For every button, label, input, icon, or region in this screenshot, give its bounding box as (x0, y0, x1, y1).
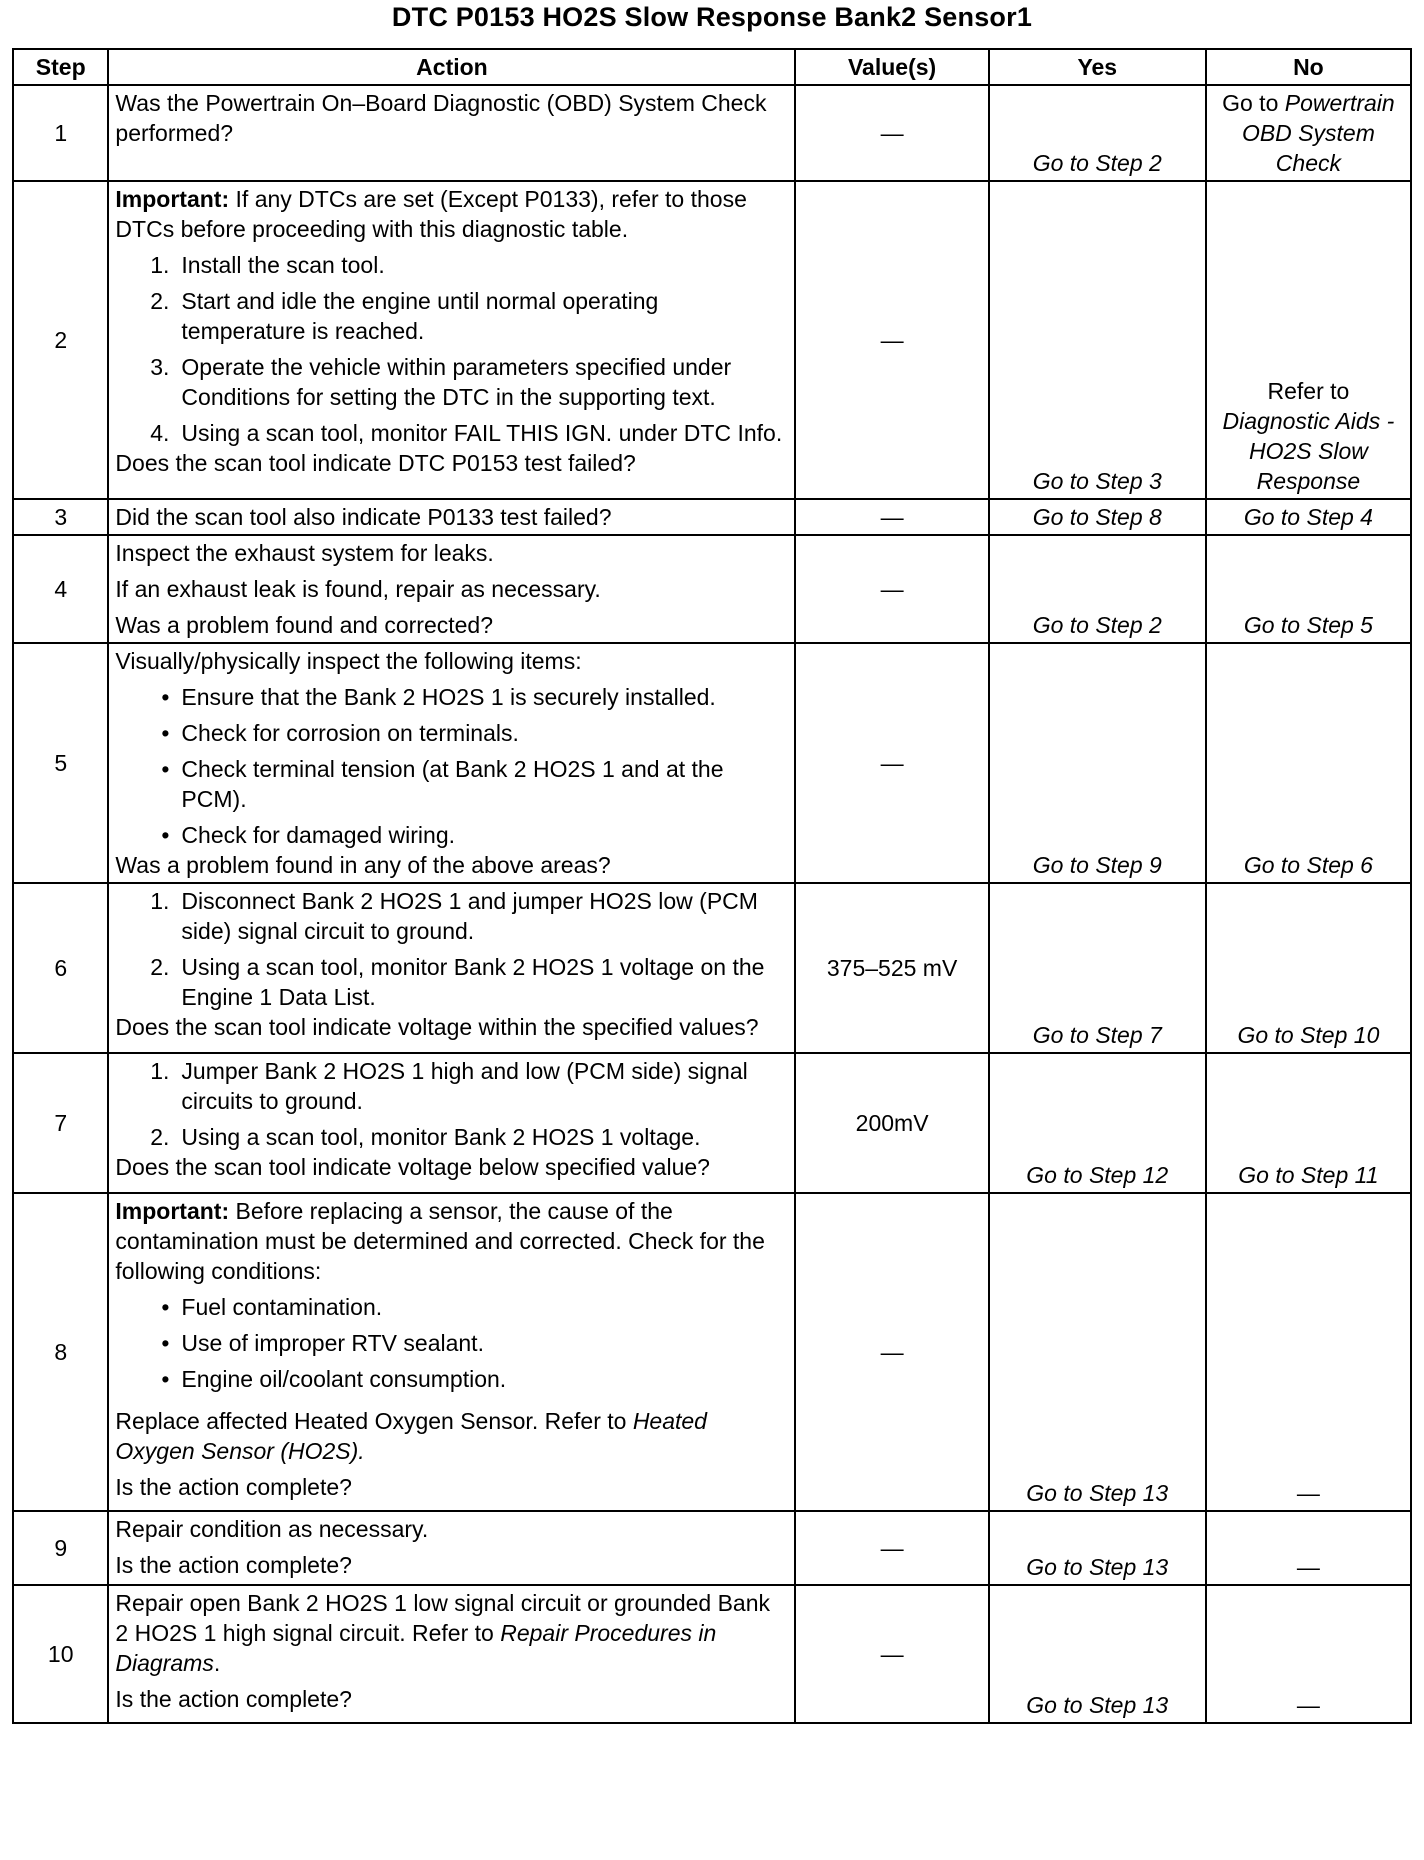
value-cell: — (795, 1511, 988, 1585)
no-cell (1206, 85, 1411, 181)
procedure-link: Heated Oxygen Sensor (HO2S). (115, 1408, 707, 1464)
table-row (13, 1511, 1411, 1585)
action-cell: Repair open Bank 2 HO2S 1 low signal circuit or grounded Bank 2 HO2S 1 high signal circuit. Refer to Repair Procedures in Diagrams. Is the action complete? (108, 1585, 795, 1723)
list-item: 1. Jumper Bank 2 HO2S 1 high and low (PCM side) signal circuits to ground. (150, 1058, 748, 1114)
step-number: 4 (13, 535, 108, 643)
list-item: • Check for damaged wiring. (161, 822, 455, 848)
value-cell: 200mV (795, 1053, 988, 1193)
step-number: 5 (13, 643, 108, 883)
header-action: Action (108, 49, 795, 85)
table-row (13, 1053, 1411, 1193)
yes-cell: Go to Step 13 (989, 1193, 1206, 1511)
list-item: 1. Disconnect Bank 2 HO2S 1 and jumper HO2S low (PCM side) signal circuit to ground. (150, 888, 758, 944)
important-text: Before replacing a sensor, the cause of the contamination must be determined and corrected. Check for the following conditions: (115, 1198, 765, 1284)
step-number: 6 (13, 883, 108, 1053)
header-no: No (1206, 49, 1411, 85)
step-number: 7 (13, 1053, 108, 1193)
value-cell: — (795, 181, 988, 499)
value-cell: 375–525 mV (795, 883, 988, 1053)
value-cell: — (795, 85, 988, 181)
list-item: 1. Install the scan tool. (150, 252, 385, 278)
list-item: • Use of improper RTV sealant. (161, 1330, 484, 1356)
question-text: Does the scan tool indicate DTC P0153 test failed? (115, 450, 636, 476)
list-item: 2. Start and idle the engine until normal operating temperature is reached. (150, 288, 659, 344)
no-cell: — (1206, 1511, 1411, 1585)
yes-cell: Go to Step 12 (989, 1053, 1206, 1193)
yes-cell: Go to Step 13 (989, 1585, 1206, 1723)
important-text: If any DTCs are set (Except P0133), refer to those DTCs before proceeding with this diagnostic table. (115, 186, 747, 242)
table-row (13, 535, 1411, 643)
action-cell (108, 85, 795, 181)
no-cell (1206, 181, 1411, 499)
no-link: Diagnostic Aids - HO2S Slow Response (1222, 408, 1395, 494)
list-item: • Ensure that the Bank 2 HO2S 1 is securely installed. (161, 684, 716, 710)
list-item: 3. Operate the vehicle within parameters specified under Conditions for setting the DTC in the supporting text. (150, 354, 732, 410)
page-title: DTC P0153 HO2S Slow Response Bank2 Sensor1 (391, 2, 1033, 32)
action-cell (108, 181, 795, 499)
list-item: 2. Using a scan tool, monitor Bank 2 HO2S 1 voltage. (150, 1124, 701, 1150)
value-cell: — (795, 1585, 988, 1723)
yes-cell: Go to Step 9 (989, 643, 1206, 883)
action-cell: 1. Jumper Bank 2 HO2S 1 high and low (PCM side) signal circuits to ground. 2. Using a scan tool, monitor Bank 2 HO2S 1 voltage. Does the scan tool indicate voltage below specified value? (108, 1053, 795, 1193)
value-cell: — (795, 643, 988, 883)
action-cell: Repair condition as necessary. Is the action complete? (108, 1511, 795, 1585)
header-yes: Yes (989, 49, 1206, 85)
list-item: 2. Using a scan tool, monitor Bank 2 HO2S 1 voltage on the Engine 1 Data List. (150, 954, 765, 1010)
no-cell: Go to Step 5 (1206, 535, 1411, 643)
list-item: • Engine oil/coolant consumption. (161, 1366, 507, 1392)
yes-cell: Go to Step 2 (989, 535, 1206, 643)
table-row (13, 181, 1411, 499)
list-item: 4. Using a scan tool, monitor FAIL THIS IGN. under DTC Info. (150, 420, 783, 446)
table-row (13, 1585, 1411, 1723)
yes-cell: Go to Step 3 (989, 181, 1206, 499)
list-item: • Check terminal tension (at Bank 2 HO2S 1 and at the PCM). (161, 756, 724, 812)
yes-cell: Go to Step 2 (989, 85, 1206, 181)
step-number: 8 (13, 1193, 108, 1511)
no-cell: — (1206, 1193, 1411, 1511)
yes-cell: Go to Step 8 (989, 499, 1206, 535)
step-number: 9 (13, 1511, 108, 1585)
action-cell: Did the scan tool also indicate P0133 test failed? (108, 499, 795, 535)
action-cell: Important: Before replacing a sensor, the cause of the contamination must be determined and corrected. Check for the following conditions: • Fuel contamination. • Use of improper RTV sealant. • Engine oil/coolant consumption. Replace affected Heated Oxygen Sensor. Refer to Heated Oxygen Sensor (HO2S). Is the action complete? (108, 1193, 795, 1511)
table-row (13, 1193, 1411, 1511)
list-item: • Check for corrosion on terminals. (161, 720, 519, 746)
value-cell: — (795, 1193, 988, 1511)
no-text: Go to (1222, 90, 1285, 116)
no-cell: — (1206, 1585, 1411, 1723)
yes-cell: Go to Step 13 (989, 1511, 1206, 1585)
table-row (13, 643, 1411, 883)
no-link: Powertrain OBD System Check (1241, 90, 1395, 176)
step-number: 2 (13, 181, 108, 499)
table-row (13, 499, 1411, 535)
step-number: 3 (13, 499, 108, 535)
header-values: Value(s) (795, 49, 988, 85)
value-cell: — (795, 499, 988, 535)
table-row (13, 85, 1411, 181)
value-cell: — (795, 535, 988, 643)
procedure-link: Repair Procedures in Diagrams (115, 1620, 717, 1676)
table-row (13, 883, 1411, 1053)
diagnostic-table (12, 48, 1412, 1724)
yes-cell: Go to Step 7 (989, 883, 1206, 1053)
important-label: Important: (115, 186, 230, 212)
action-cell: Visually/physically inspect the following items: • Ensure that the Bank 2 HO2S 1 is securely installed. • Check for corrosion on terminals. • Check terminal tension (at Bank 2 HO2S 1 and at the PCM). • Check for damaged wiring. Was a problem found in any of the above areas? (108, 643, 795, 883)
no-cell: Go to Step 11 (1206, 1053, 1411, 1193)
list-item: • Fuel contamination. (161, 1294, 383, 1320)
no-text: Refer to (1267, 378, 1350, 404)
step-number: 10 (13, 1585, 108, 1723)
action-text: Was the Powertrain On–Board Diagnostic (OBD) System Check performed? (115, 90, 767, 146)
action-cell: 1. Disconnect Bank 2 HO2S 1 and jumper HO2S low (PCM side) signal circuit to ground. 2. Using a scan tool, monitor Bank 2 HO2S 1 voltage on the Engine 1 Data List. Does the scan tool indicate voltage within the specified values? (108, 883, 795, 1053)
no-cell: Go to Step 6 (1206, 643, 1411, 883)
header-step: Step (13, 49, 108, 85)
important-label: Important: (115, 1198, 230, 1224)
action-cell: Inspect the exhaust system for leaks. If an exhaust leak is found, repair as necessary. Was a problem found and corrected? (108, 535, 795, 643)
no-cell: Go to Step 10 (1206, 883, 1411, 1053)
step-number: 1 (13, 85, 108, 181)
no-cell: Go to Step 4 (1206, 499, 1411, 535)
header-row (13, 49, 1411, 85)
